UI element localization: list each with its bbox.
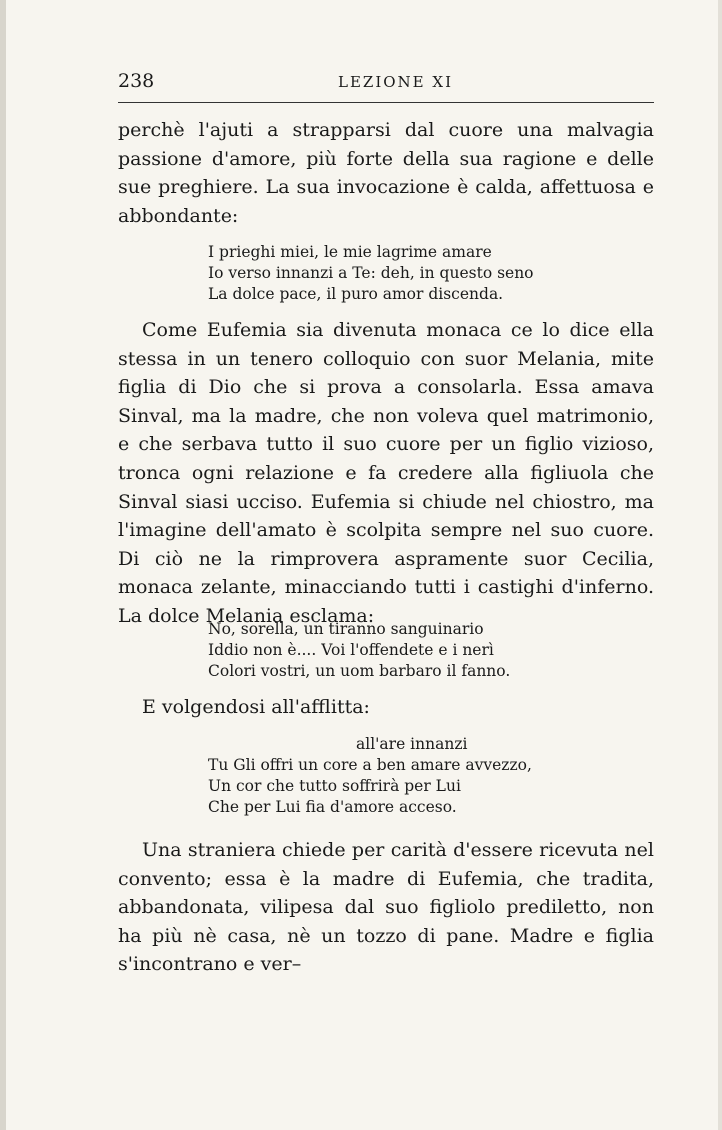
page-number: 238	[118, 70, 155, 92]
verse-line: No, sorella, un tiranno sanguinario	[208, 620, 484, 638]
verse-block-3	[208, 734, 532, 818]
verse-line: I prieghi miei, le mie lagrime amare	[208, 243, 492, 261]
verse-line: Io verso innanzi a Te: deh, in questo seno	[208, 264, 534, 282]
verse-line: all'are innanzi	[356, 735, 468, 753]
verse-block-2	[208, 619, 510, 682]
paragraph-3: E volgendosi all'afflitta:	[142, 696, 370, 718]
paragraph-4: Una straniera chiede per carità d'essere ricevuta nel convento; essa è la madre di Eufemia, che tradita, abbandonata, vilipesa dal suo figliolo prediletto, non ha più nè casa, nè un tozzo di pane. Madre e figlia s'incontrano e ver–	[118, 839, 654, 976]
verse-line: Iddio non è.... Voi l'offendete e i nerì	[208, 641, 494, 659]
verse-line: Che per Lui fia d'amore acceso.	[208, 798, 457, 816]
verse-line: Colori vostri, un uom barbaro il fanno.	[208, 662, 511, 680]
header-rule	[118, 102, 654, 103]
paragraph-2: Come Eufemia sia divenuta monaca ce lo dice ella stessa in un tenero colloquio con suor Melania, mite figlia di Dio che si prova a consolarla. Essa amava Sinval, ma la madre, che non voleva quel matrimonio, e che serbava tutto il suo cuore per un figlio vizioso, tronca ogni relazione e fa credere alla figliuola che Sinval siasi ucciso. Eufemia si chiude nel chiostro, ma l'imagine dell'amato è scolpita sempre nel suo cuore. Di ciò ne la rimprovera aspramente suor Cecilia, monaca zelante, minacciando tutti i castighi d'inferno. La dolce Melania esclama:	[118, 319, 654, 627]
verse-line: La dolce pace, il puro amor discenda.	[208, 285, 504, 303]
page-edge-right	[718, 0, 722, 1130]
running-head: LEZIONE XI	[338, 73, 454, 91]
verse-block-1	[208, 242, 534, 305]
verse-line: Tu Gli offri un core a ben amare avvezzo,	[208, 756, 532, 774]
paragraph-1: perchè l'ajuti a strapparsi dal cuore una malvagia passione d'amore, più forte della sua ragione e delle sue preghiere. La sua invocazione è calda, affettuosa e abbondante:	[118, 119, 654, 227]
page-edge-left	[0, 0, 6, 1130]
verse-line: Un cor che tutto soffrirà per Lui	[208, 777, 461, 795]
page-header	[118, 70, 654, 96]
